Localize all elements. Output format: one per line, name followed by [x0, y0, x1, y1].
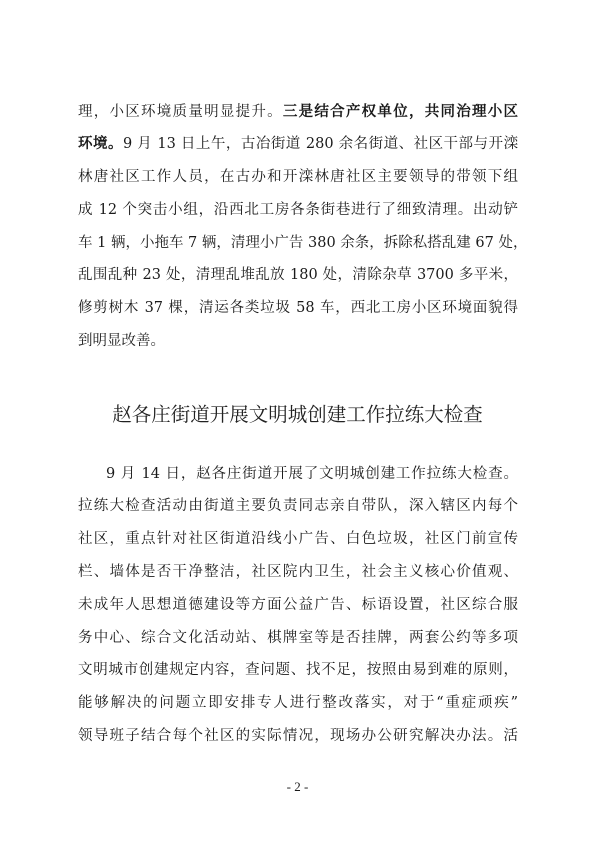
- p1-line-5: 车 1 辆，小拖车 7 辆，清理小广告 380 余条，拆除私搭乱建 67 处，: [78, 235, 528, 251]
- p1-line-7: 修剪树木 37 棵，清运各类垃圾 58 车，西北工房小区环境面貌得: [78, 300, 518, 316]
- p1-line-6: 乱围乱种 23 处，清理乱堆乱放 180 处，清除杂草 3700 多平米，: [78, 267, 518, 283]
- p2-line-2: 拉练大检查活动由街道主要负责同志亲自带队，深入辖区内每个: [78, 498, 518, 514]
- p1-line-4: 成 12 个突击小组，沿西北工房各条街巷进行了细致清理。出动铲: [78, 202, 518, 218]
- p2-line-4: 栏、墙体是否干净整洁，社区院内卫生，社会主义核心价值观、: [78, 564, 518, 580]
- p1-line-1: [78, 102, 518, 122]
- section-heading: 赵各庄街道开展文明城创建工作拉练大检查: [112, 403, 483, 426]
- p2-line-7: 文明城市创建规定内容，查问题、找不足，按照由易到难的原则，: [78, 662, 518, 678]
- p2-line-3: 社区，重点针对社区街道沿线小广告、白色垃圾，社区门前宣传: [78, 531, 518, 547]
- p1-line-2-text: 9 月 13 日上午，古冶街道 280 余名街道、社区干部与开滦: [122, 136, 519, 152]
- page-number: - 2 -: [286, 779, 309, 794]
- p1-bold-phrase-end: 环境。: [78, 135, 123, 152]
- p2-line-6: 务中心、综合文化活动站、棋牌室等是否挂牌，两套公约等多项: [78, 630, 518, 646]
- p1-line-2: [78, 134, 518, 154]
- p2-line-9: 领导班子结合每个社区的实际情况，现场办公研究解决办法。活: [78, 728, 518, 744]
- p1-line-8: 到明显改善。: [78, 333, 165, 349]
- p1-line-1-text: 理，小区环境质量明显提升。: [78, 104, 283, 120]
- p1-bold-phrase: 三是结合产权单位，共同治理小区: [282, 103, 519, 120]
- p2-line-5: 未成年人思想道德建设等方面公益广告、标语设置，社区综合服: [78, 597, 518, 613]
- p2-line-8: 能够解决的问题立即安排专人进行整改落实，对于“重症顽疾”: [78, 695, 518, 711]
- p1-line-3: 林唐社区工作人员，在古办和开滦林唐社区主要领导的带领下组: [78, 169, 518, 185]
- p2-line-1: 9 月 14 日，赵各庄街道开展了文明城创建工作拉练大检查。: [106, 466, 518, 482]
